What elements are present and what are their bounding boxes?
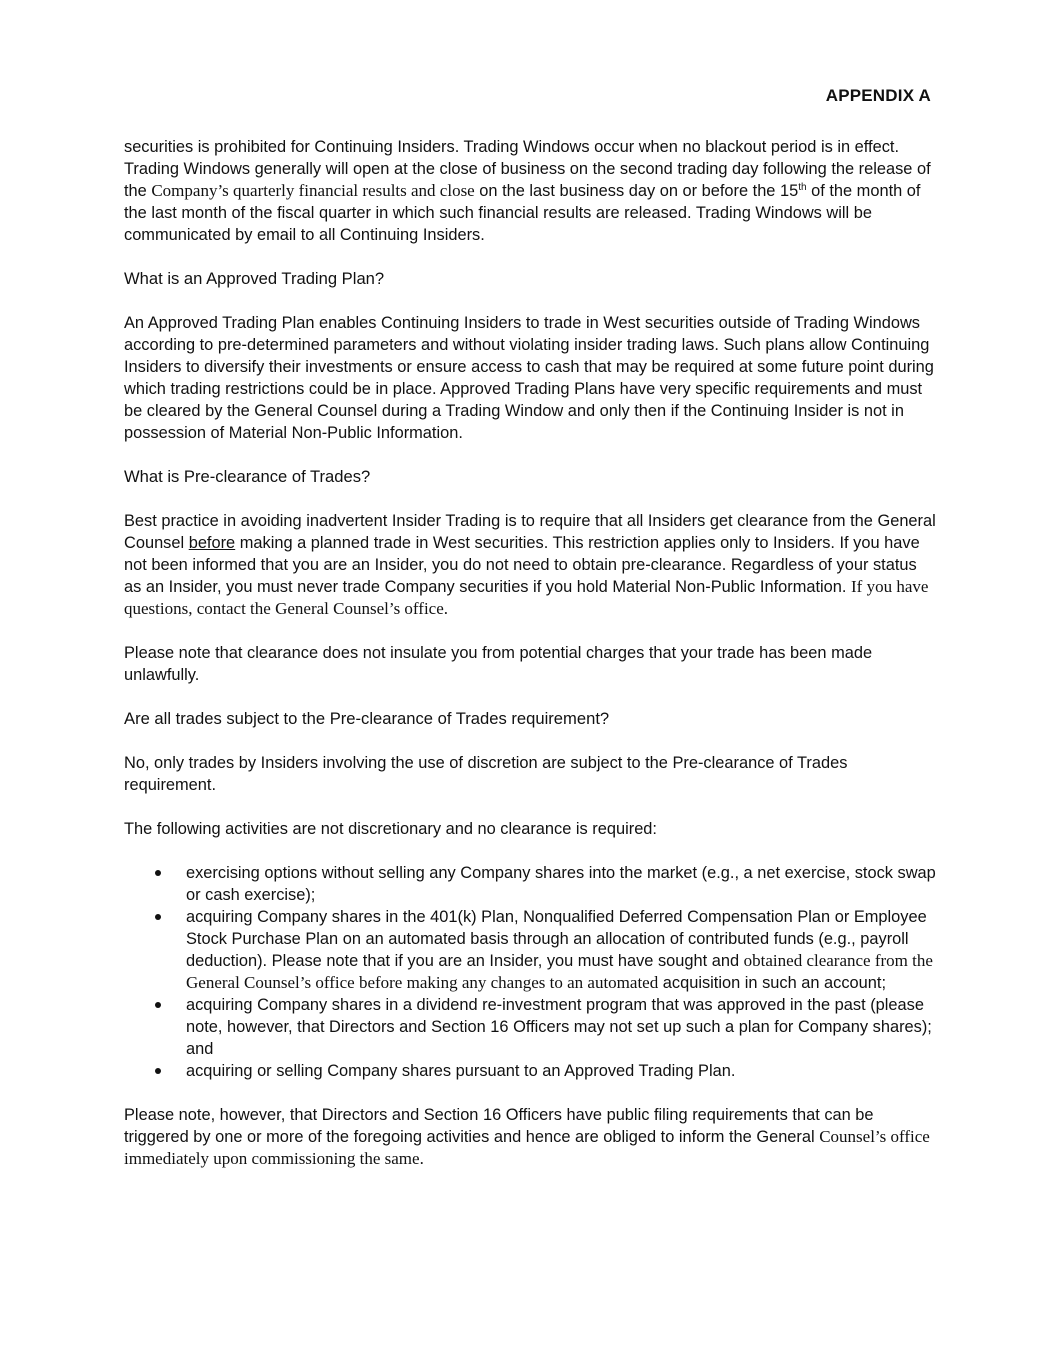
text-run: of the month of the last month of the fiscal quarter in which such financial results are released. Trading Windows will be communicated by email to all Continuing Insiders. (124, 182, 921, 244)
list-item-text: acquisition in such an account; (658, 974, 887, 992)
list-item-text: acquiring Company shares in the 401(k) Plan, Nonqualified Deferred Compensation Plan or Employee Stock Purchase Plan on an automated basis through an allocation of contributed funds (e.g., payroll deduction). Please note that if you are an Insider, you must have sought and (186, 908, 927, 970)
question-heading-all-trades: Are all trades subject to the Pre-clearance of Trades requirement? (124, 709, 610, 728)
list-item-text: acquiring Company shares in a dividend re-investment program that was approved in the past (please note, however, that Directors and Section 16 Officers may not set up such a plan for Company shares); and (186, 996, 932, 1058)
bullet-icon (155, 1002, 161, 1008)
text-run-serif: Counsel’s office immediately upon commissioning the same. (124, 1127, 930, 1168)
ordinal-suffix: th (798, 182, 807, 193)
clearance-note-paragraph: Please note that clearance does not insulate you from potential charges that your trade has been made unlawfully. (124, 644, 873, 684)
text-run-serif: Company’s quarterly financial results and close (151, 181, 475, 200)
discretion-answer-paragraph: No, only trades by Insiders involving the use of discretion are subject to the Pre-clearance of Trades requirement. (124, 754, 848, 794)
bullet-icon (155, 870, 161, 876)
list-item-text: exercising options without selling any Company shares into the market (e.g., a net exercise, stock swap or cash exercise); (186, 864, 936, 904)
text-run: Please note, however, that Directors and Section 16 Officers have public filing requirements that can be triggered by one or more of the foregoing activities and hence are obliged to inform the General (124, 1106, 874, 1146)
list-item (124, 906, 936, 994)
trading-windows-paragraph (124, 136, 936, 246)
text-run: Best practice in avoiding inadvertent Insider Trading is to require that all Insiders get clearance from the General Counsel (124, 512, 936, 552)
bullet-icon (155, 1068, 161, 1074)
activities-intro-paragraph: The following activities are not discretionary and no clearance is required: (124, 820, 657, 838)
pre-clearance-paragraph (124, 510, 936, 620)
text-run: on the last business day on or before the 15 (474, 182, 799, 200)
underlined-word: before (188, 534, 236, 552)
text-run: making a planned trade in West securities. This restriction applies only to Insiders. If you have not been informed that you are an Insider, you do not need to obtain pre-clearance. Regardless of your status as an Insider, you must never trade Company securities if you hold Material Non-Public Information. (124, 534, 920, 596)
question-heading-pre-clearance: What is Pre-clearance of Trades? (124, 467, 371, 486)
bullet-icon (155, 914, 161, 920)
text-run-serif: If you have questions, contact the General Counsel’s office. (124, 577, 929, 618)
activities-list (124, 862, 936, 1082)
approved-trading-plan-paragraph: An Approved Trading Plan enables Continuing Insiders to trade in West securities outside of Trading Windows according to pre-determined parameters and without violating insider trading laws. Such plans allow Continuing Insiders to diversify their investments or ensure access to cash that may be required at some future point during which trading restrictions could be in place. Approved Trading Plans have very specific requirements and must be cleared by the General Counsel during a Trading Window and only then if the Continuing Insider is not in possession of Material Non-Public Information. (124, 314, 934, 442)
document-body (124, 136, 936, 1192)
appendix-heading: APPENDIX A (825, 86, 931, 105)
list-item (124, 994, 936, 1060)
list-item-text-serif: obtained clearance from the General Counsel’s office before making any changes to an automated (186, 951, 933, 992)
list-item-text: acquiring or selling Company shares pursuant to an Approved Trading Plan. (186, 1062, 736, 1080)
list-item (124, 1060, 936, 1082)
text-run: securities is prohibited for Continuing Insiders. Trading Windows occur when no blackout period is in effect. Trading Windows generally will open at the close of business on the second trading day following the release of the (124, 138, 931, 200)
filing-requirements-paragraph (124, 1104, 936, 1170)
question-heading-approved-trading-plan: What is an Approved Trading Plan? (124, 269, 385, 288)
list-item (124, 862, 936, 906)
